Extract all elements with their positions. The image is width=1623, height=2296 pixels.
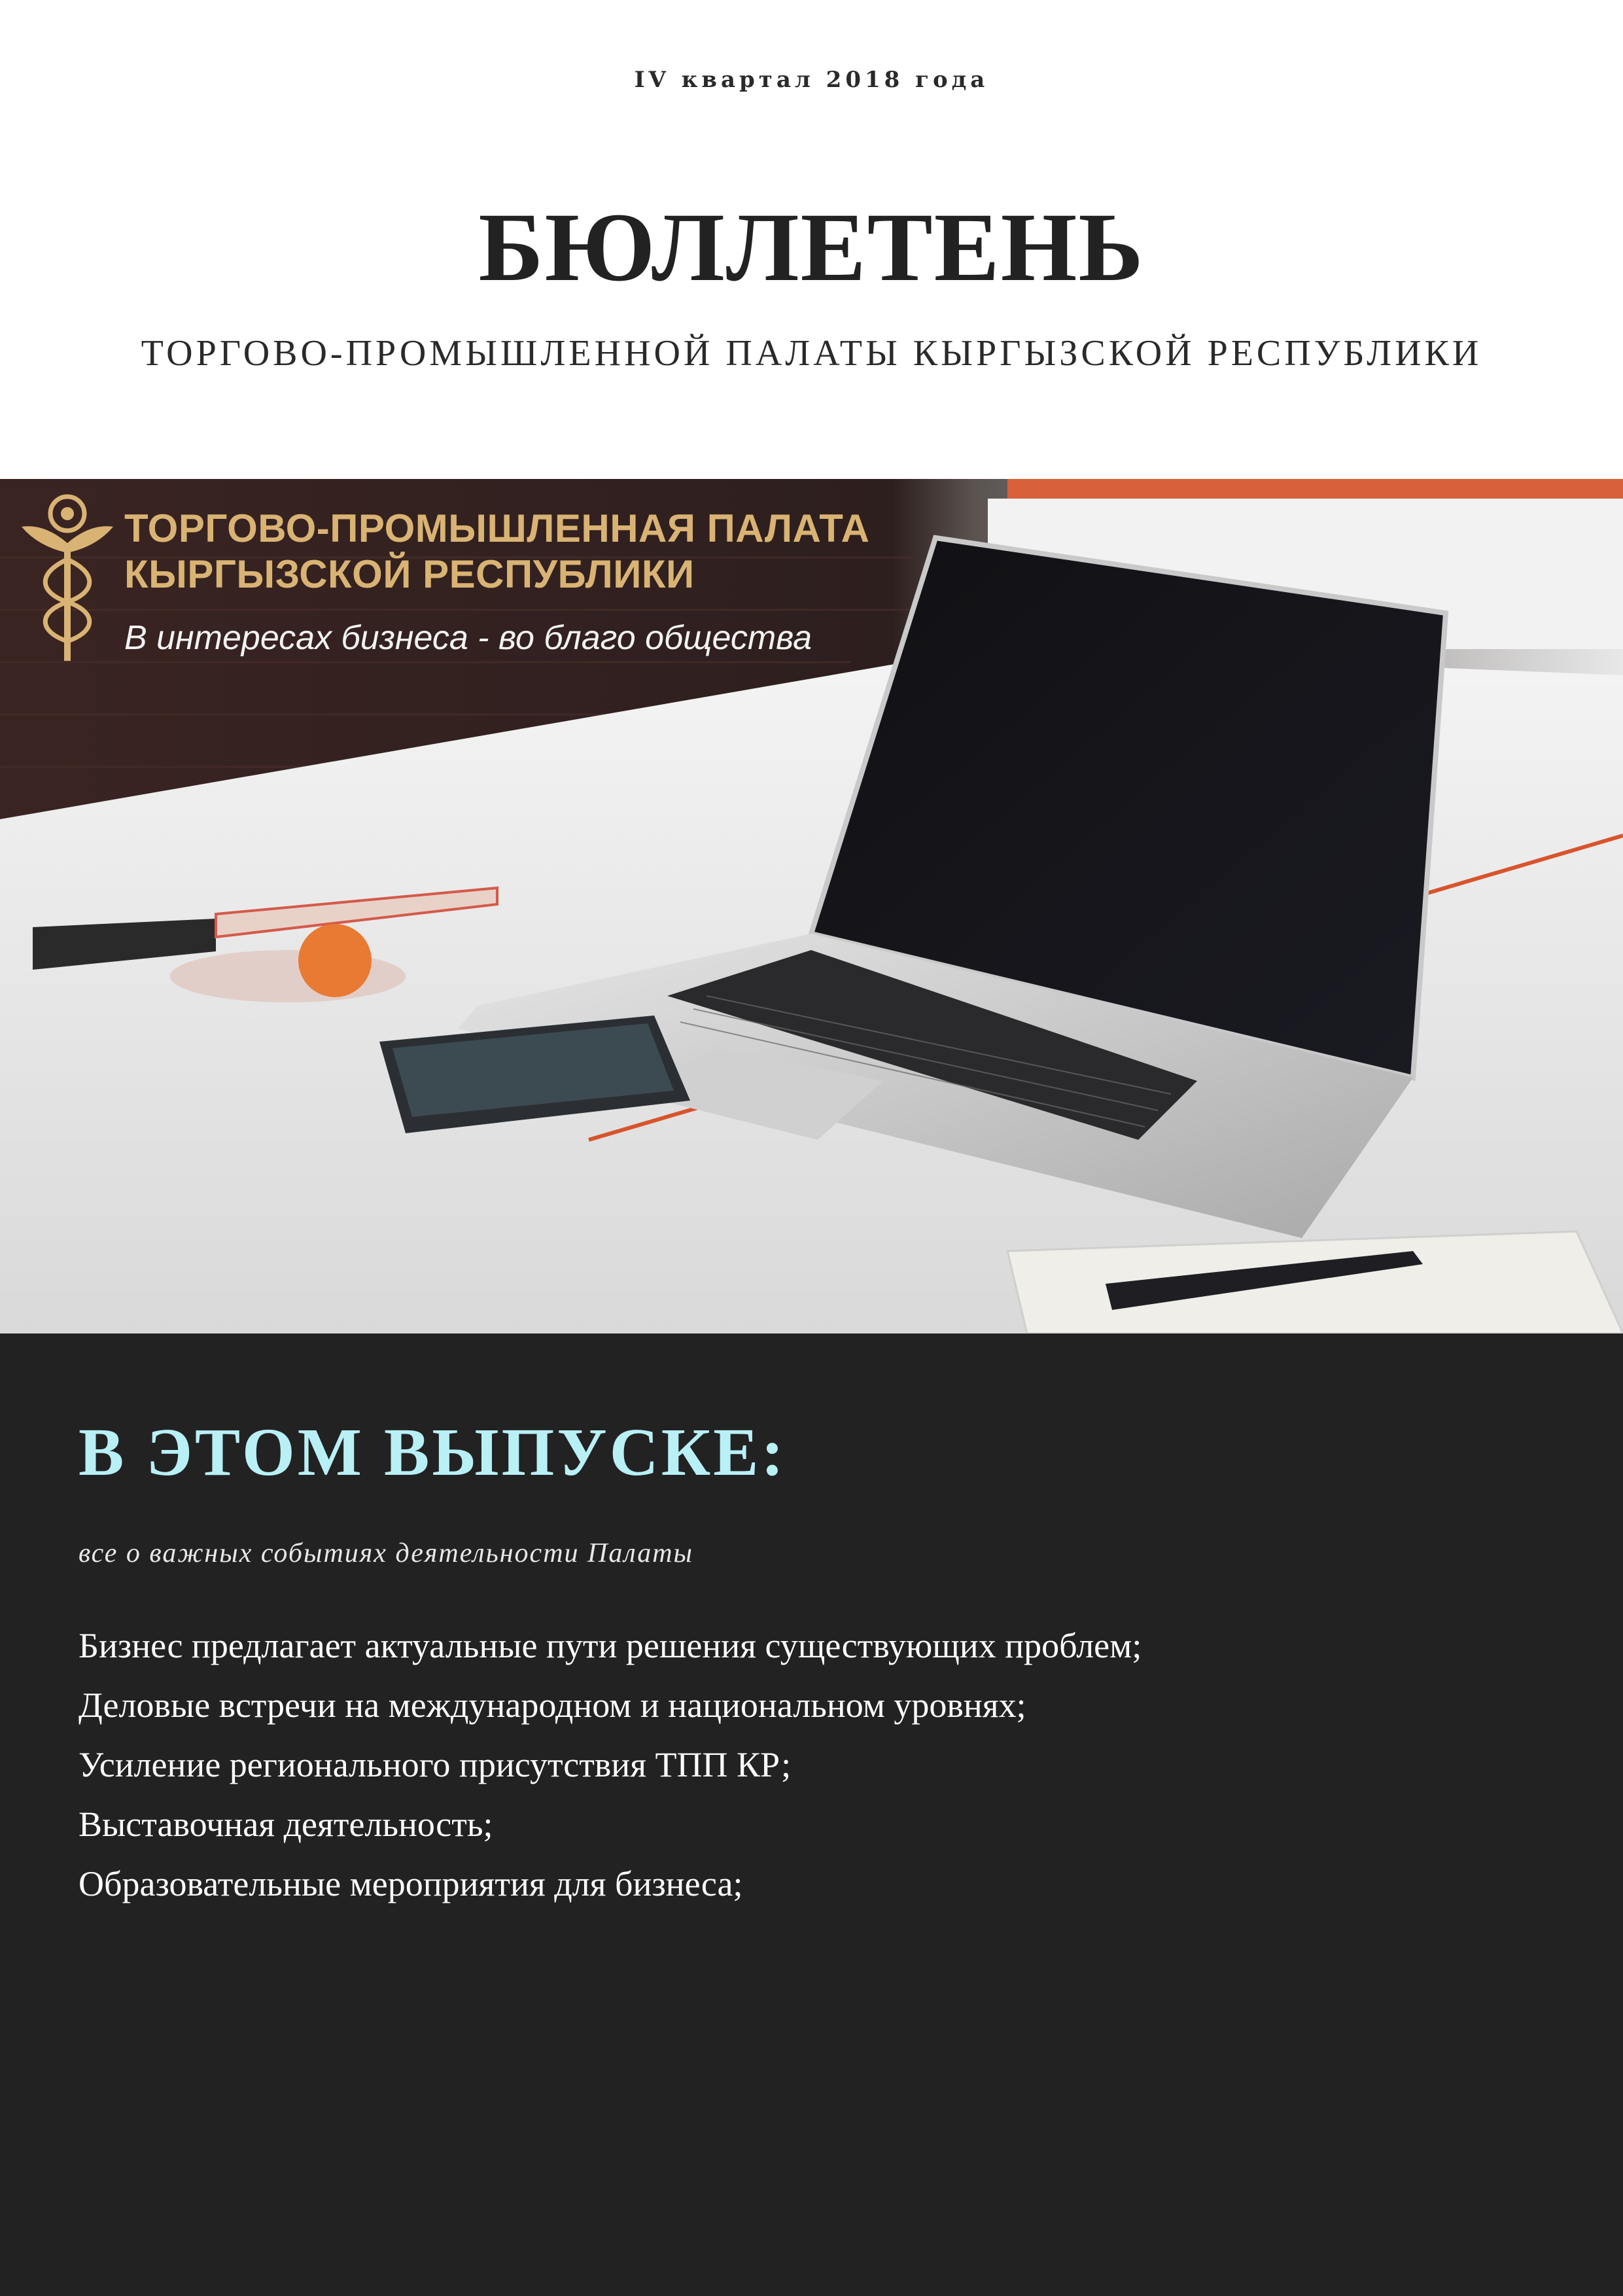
issue-item: Деловые встречи на международном и национальном уровнях;	[79, 1686, 1026, 1725]
chamber-emblem-icon	[18, 487, 116, 671]
header	[0, 0, 1623, 479]
issue-item: Выставочная деятельность;	[79, 1805, 493, 1844]
issue-items-list	[79, 1616, 1191, 1914]
issue-item: Усиление регионального присутствия ТПП КР;	[79, 1745, 792, 1784]
issue-heading: В ЭТОМ ВЫПУСКЕ:	[79, 1415, 787, 1490]
banner-org-line2: КЫРГЫЗСКОЙ РЕСПУБЛИКИ	[124, 552, 695, 596]
desk-laptop-photo	[0, 479, 1623, 1333]
issue-period: IV квартал 2018 года	[634, 67, 989, 93]
bulletin-subtitle: ТОРГОВО-ПРОМЫШЛЕННОЙ ПАЛАТЫ КЫРГЫЗСКОЙ РЕСПУБЛИКИ	[141, 333, 1482, 374]
banner-org-line1: ТОРГОВО-ПРОМЫШЛЕННАЯ ПАЛАТА	[124, 506, 870, 550]
issue-item: Образовательные мероприятия для бизнеса;	[79, 1864, 743, 1903]
issue-subheading: все о важных событиях деятельности Палаты	[79, 1538, 693, 1568]
cover-photo	[0, 479, 1623, 1333]
banner-tagline: В интересах бизнеса - во благо общества	[124, 619, 812, 657]
issue-item: Бизнес предлагает актуальные пути решения существующих проблем;	[79, 1626, 1142, 1665]
bulletin-title: БЮЛЛЕТЕНЬ	[478, 193, 1145, 302]
